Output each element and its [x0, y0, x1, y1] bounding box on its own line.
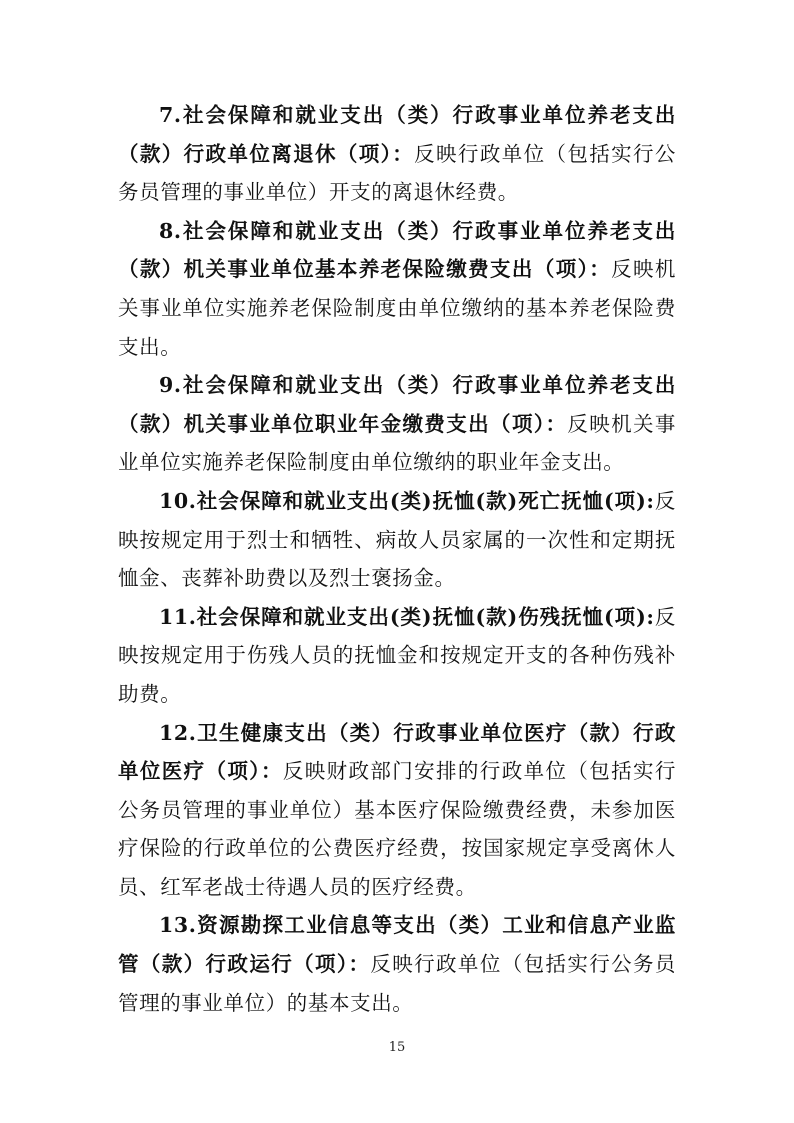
paragraph-text: 反映财政部门安排的行政单位（包括实行公务员管理的事业单位）基本医疗保险缴费经费，未参加医疗保险的行政单位的公费医疗经费，按国家规定享受离休人员、红军老战士待遇人员的医疗经费。	[118, 759, 676, 899]
paragraph-text: 反映行政单位（包括实行公务员管理的事业单位）的基本支出。	[118, 952, 677, 1015]
paragraph-item-8	[118, 212, 676, 366]
paragraph-heading: 13.资源勘探工业信息等支出（类）工业和信息产业监管（款）行政运行（项）：	[118, 913, 676, 977]
paragraph-text: 反映机关事业单位实施养老保险制度由单位缴纳的职业年金支出。	[118, 411, 677, 475]
paragraph-text: 反映机关事业单位实施养老保险制度由单位缴纳的基本养老保险费支出。	[118, 257, 676, 359]
paragraph-heading: 12.卫生健康支出（类）行政事业单位医疗（款）行政单位医疗（项）：	[118, 720, 676, 784]
paragraph-item-7	[118, 96, 676, 212]
paragraph-heading: 7.社会保障和就业支出（类）行政事业单位养老支出（款）行政单位离退休（项）：	[118, 103, 676, 166]
paragraph-text: 反映行政单位（包括实行公务员管理的事业单位）开支的离退休经费。	[118, 141, 676, 205]
paragraph-item-12	[118, 714, 676, 907]
paragraph-heading: 11.社会保障和就业支出(类)抚恤(款)伤残抚恤(项):	[159, 604, 655, 629]
paragraph-heading: 9.社会保障和就业支出（类）行政事业单位养老支出（款）机关事业单位职业年金缴费支出（项）：	[118, 373, 676, 436]
page-number: 15	[388, 1040, 406, 1055]
content-body	[118, 96, 676, 1022]
paragraph-text: 反映按规定用于烈士和牺牲、病故人员家属的一次性和定期抚恤金、丧葬补助费以及烈士褒扬金。	[118, 488, 676, 591]
paragraph-item-13	[118, 906, 676, 1022]
paragraph-item-9	[118, 366, 676, 482]
paragraph-text: 反映按规定用于伤残人员的抚恤金和按规定开支的各种伤残补助费。	[118, 604, 676, 706]
paragraph-item-11	[118, 598, 676, 714]
paragraph-heading: 8.社会保障和就业支出（类）行政事业单位养老支出（款）机关事业单位基本养老保险缴费支出（项）：	[118, 218, 676, 282]
paragraph-heading: 10.社会保障和就业支出(类)抚恤(款)死亡抚恤(项):	[159, 488, 655, 513]
paragraph-item-10	[118, 482, 676, 598]
